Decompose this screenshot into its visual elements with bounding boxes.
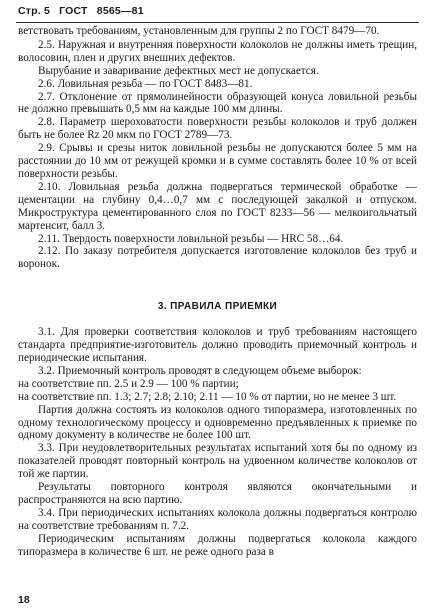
paragraph-2-5-note: Вырубание и заваривание дефектных мест не допускается. bbox=[38, 64, 319, 77]
paragraph-2-6: 2.6. Ловильная резьба — по ГОСТ 8483—81. bbox=[38, 77, 253, 90]
paragraph-2-12: 2.12. По заказу потребителя допускается изготовление колоколов без труб и воронок. bbox=[18, 245, 417, 271]
paragraph-3-4: 3.4. При периодических испытаниях колокола должны подвергаться контролю на соответствие требованиям п. 7.2. bbox=[18, 506, 417, 532]
paragraph-2-8: 2.8. Параметр шероховатости поверхности резьбы колоколов и труб должен быть не более Rz 20 мкм по ГОСТ 2789—73. bbox=[18, 116, 417, 142]
paragraph-3-3-result: Результаты повторного контроля являются окончательными и распространяются на всю партию. bbox=[18, 481, 417, 506]
paragraph-3-2-item-1: на соответствие пп. 2.5 и 2.9 — 100 % партии; bbox=[18, 377, 239, 390]
paragraph-continuation: ветствовать требованиям, установленным для группы 2 по ГОСТ 8479—70. bbox=[18, 25, 380, 37]
paragraph-2-7: 2.7. Отклонение от прямолинейности образующей конуса ловильной резьбы не должно превышать 0,5 мм на каждые 100 мм длины. bbox=[18, 90, 417, 116]
paragraph-2-10: 2.10. Ловильная резьба должна подвергаться термической обработке — цементации на глубину 0,4…0,7 мм с последующей закалкой и отпуском. Микроструктура цементированного слоя по ГОСТ 8233—56 — мелкоигольчатый мартенсит, балл 3. bbox=[18, 180, 417, 232]
standard-label: ГОСТ bbox=[59, 5, 88, 17]
standard-number: 8565—81 bbox=[96, 5, 144, 17]
paragraph-lot: Партия должна состоять из колоколов одного типоразмера, изготовленных по одному технологическому процессу и одновременно предъявленных к приемке по одному документу в количестве не более 100 шт. bbox=[18, 403, 417, 442]
paragraph-3-2: 3.2. Приемочный контроль проводят в следующем объеме выборок: bbox=[38, 364, 362, 377]
paragraph-3-1: 3.1. Для проверки соответствия колоколов и труб требованиям настоящего стандарта предприятие-изготовитель должно проводить приемочный контроль и периодические испытания. bbox=[18, 326, 417, 365]
document-body bbox=[18, 25, 417, 559]
paragraph-3-2-item-2: на соответствие пп. 1.3; 2.7; 2.8; 2.10; 2.11 — 10 % от партии, но не менее 3 шт. bbox=[18, 390, 397, 403]
section-title: 3. ПРАВИЛА ПРИЕМКИ bbox=[157, 301, 278, 313]
paragraph-2-9: 2.9. Срывы и срезы ниток ловильной резьбы не допускаются более 5 мм на расстоянии до 10 мм от режущей кромки и в сумме составлять более 10 % от всей поверхности резьбы. bbox=[18, 142, 417, 180]
header-rule bbox=[16, 22, 419, 23]
paragraph-periodic: Периодическим испытаниям должны подвергаться колокола каждого типоразмера в количестве 6 шт. не реже одного раза в bbox=[18, 532, 417, 558]
paragraph-2-5: 2.5. Наружная и внутренняя поверхности колоколов не должны иметь трещин, волосовин, плен и других внешних дефектов. bbox=[18, 38, 417, 64]
page-label: Стр. 5 bbox=[18, 5, 51, 17]
paragraph-2-11: 2.11. Твердость поверхности ловильной резьбы — HRC 58…64. bbox=[38, 232, 344, 245]
page-header bbox=[18, 5, 150, 17]
paragraph-3-3: 3.3. При неудовлетворительных результатах испытаний хотя бы по одному из показателей проводят повторный контроль на удвоенном количестве колоколов от той же партии. bbox=[18, 442, 417, 481]
page-number: 18 bbox=[18, 594, 30, 606]
